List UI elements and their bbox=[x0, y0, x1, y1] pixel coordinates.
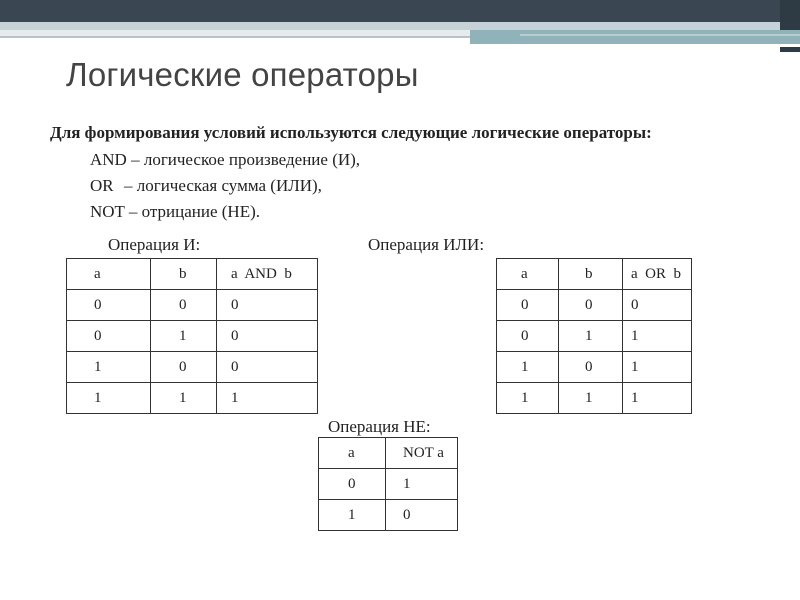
table-cell: 1 bbox=[559, 383, 623, 414]
table-row bbox=[319, 500, 458, 531]
table-row bbox=[67, 383, 318, 414]
table-cell: 0 bbox=[623, 290, 692, 321]
not-table-body bbox=[319, 438, 458, 531]
table-cell: 1 bbox=[67, 352, 151, 383]
table-cell: 0 bbox=[217, 352, 318, 383]
table-cell: 1 bbox=[386, 469, 458, 500]
table-cell: 1 bbox=[559, 321, 623, 352]
table-row bbox=[67, 290, 318, 321]
table-header-cell: a bbox=[319, 438, 386, 469]
table-row bbox=[497, 290, 692, 321]
or-table-body bbox=[497, 259, 692, 414]
and-table-body bbox=[67, 259, 318, 414]
table-cell: 1 bbox=[319, 500, 386, 531]
table-header-cell: a bbox=[497, 259, 559, 290]
table-cell: 0 bbox=[151, 352, 217, 383]
slide-title: Логические операторы bbox=[66, 56, 419, 93]
top-banner bbox=[0, 0, 800, 52]
not-table-caption: Операция НЕ: bbox=[328, 417, 431, 436]
banner-graphic bbox=[0, 0, 800, 52]
table-cell: 1 bbox=[623, 352, 692, 383]
table-row bbox=[319, 469, 458, 500]
table-row bbox=[497, 383, 692, 414]
operator-or-description: – логическая сумма (ИЛИ), bbox=[124, 176, 322, 195]
table-header-row bbox=[319, 438, 458, 469]
table-cell: 0 bbox=[217, 290, 318, 321]
table-cell: 0 bbox=[319, 469, 386, 500]
table-header-cell: a OR b bbox=[623, 259, 692, 290]
table-cell: 0 bbox=[67, 290, 151, 321]
intro-text: Для формирования условий используются следующие логические операторы: bbox=[50, 123, 652, 142]
table-cell: 0 bbox=[559, 290, 623, 321]
or-truth-table bbox=[496, 258, 692, 414]
table-cell: 0 bbox=[386, 500, 458, 531]
table-cell: 1 bbox=[151, 383, 217, 414]
table-cell: 0 bbox=[497, 290, 559, 321]
table-cell: 1 bbox=[151, 321, 217, 352]
operator-not-line: NOT – отрицание (НЕ). bbox=[90, 202, 261, 221]
table-header-cell: NOT a bbox=[386, 438, 458, 469]
operator-or-keyword: OR bbox=[90, 176, 114, 195]
table-row bbox=[67, 321, 318, 352]
table-cell: 1 bbox=[217, 383, 318, 414]
table-cell: 1 bbox=[497, 352, 559, 383]
or-table-caption: Операция ИЛИ: bbox=[368, 235, 485, 254]
table-header-cell: a bbox=[67, 259, 151, 290]
table-cell: 1 bbox=[623, 383, 692, 414]
table-cell: 0 bbox=[151, 290, 217, 321]
operator-and-line: AND – логическое произведение (И), bbox=[90, 150, 361, 169]
table-header-cell: b bbox=[559, 259, 623, 290]
not-truth-table bbox=[318, 437, 458, 531]
table-cell: 1 bbox=[497, 383, 559, 414]
table-cell: 0 bbox=[217, 321, 318, 352]
table-cell: 1 bbox=[623, 321, 692, 352]
table-row bbox=[67, 352, 318, 383]
table-header-cell: b bbox=[151, 259, 217, 290]
and-table-caption: Операция И: bbox=[108, 235, 201, 254]
and-truth-table bbox=[66, 258, 318, 414]
operator-or-line bbox=[90, 176, 322, 196]
table-row bbox=[497, 352, 692, 383]
table-cell: 1 bbox=[67, 383, 151, 414]
table-header-row bbox=[67, 259, 318, 290]
table-row bbox=[497, 321, 692, 352]
table-header-cell: a AND b bbox=[217, 259, 318, 290]
table-header-row bbox=[497, 259, 692, 290]
table-cell: 0 bbox=[67, 321, 151, 352]
table-cell: 0 bbox=[497, 321, 559, 352]
table-cell: 0 bbox=[559, 352, 623, 383]
